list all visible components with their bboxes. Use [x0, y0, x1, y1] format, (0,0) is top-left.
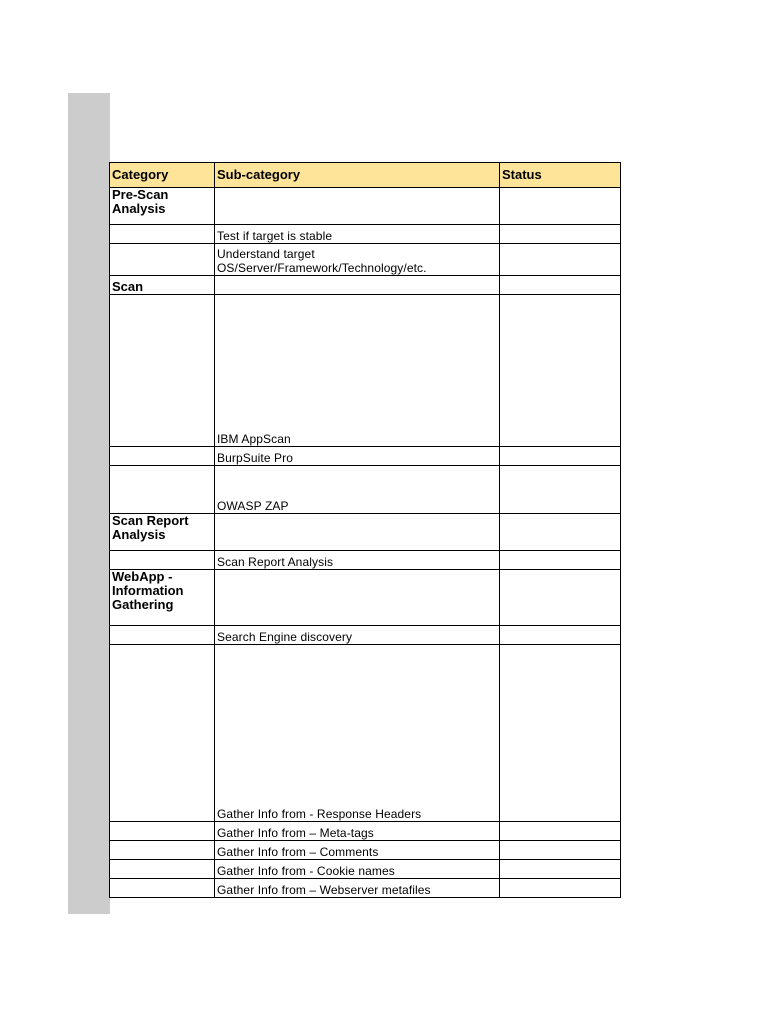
subcategory-cell[interactable]: Gather Info from – Comments: [215, 841, 500, 860]
status-cell[interactable]: [500, 879, 621, 898]
status-cell[interactable]: [500, 514, 621, 551]
status-cell[interactable]: [500, 295, 621, 447]
status-cell[interactable]: [500, 466, 621, 514]
table-row: [110, 822, 621, 841]
subcategory-cell[interactable]: [215, 276, 500, 295]
table-row: [110, 225, 621, 244]
status-cell[interactable]: [500, 244, 621, 276]
table-row: [110, 626, 621, 645]
table-row: [110, 276, 621, 295]
status-cell[interactable]: [500, 225, 621, 244]
category-cell[interactable]: [110, 225, 215, 244]
category-cell[interactable]: [110, 626, 215, 645]
subcategory-cell[interactable]: [215, 188, 500, 225]
status-cell[interactable]: [500, 447, 621, 466]
category-cell[interactable]: [110, 466, 215, 514]
table-row: [110, 841, 621, 860]
status-cell[interactable]: [500, 841, 621, 860]
status-cell[interactable]: [500, 276, 621, 295]
category-cell[interactable]: [110, 447, 215, 466]
category-cell[interactable]: Pre-Scan Analysis: [110, 188, 215, 225]
checklist-table: [109, 162, 621, 898]
sheet-side-margin: [68, 93, 110, 914]
status-cell[interactable]: [500, 570, 621, 626]
category-cell[interactable]: Scan: [110, 276, 215, 295]
table-row: [110, 466, 621, 514]
subcategory-cell[interactable]: IBM AppScan: [215, 295, 500, 447]
category-cell[interactable]: Scan Report Analysis: [110, 514, 215, 551]
status-cell[interactable]: [500, 860, 621, 879]
category-cell[interactable]: [110, 841, 215, 860]
category-cell[interactable]: [110, 295, 215, 447]
table-row: [110, 860, 621, 879]
status-cell[interactable]: [500, 626, 621, 645]
table-header-row: [110, 163, 621, 188]
subcategory-cell[interactable]: Understand target OS/Server/Framework/Technology/etc.: [215, 244, 500, 276]
table-row: [110, 244, 621, 276]
header-subcategory[interactable]: Sub-category: [215, 163, 500, 188]
status-cell[interactable]: [500, 188, 621, 225]
table-row: [110, 188, 621, 225]
subcategory-cell[interactable]: Gather Info from – Meta-tags: [215, 822, 500, 841]
subcategory-cell[interactable]: [215, 514, 500, 551]
category-cell[interactable]: [110, 879, 215, 898]
status-cell[interactable]: [500, 551, 621, 570]
subcategory-cell[interactable]: Test if target is stable: [215, 225, 500, 244]
status-cell[interactable]: [500, 822, 621, 841]
status-cell[interactable]: [500, 645, 621, 822]
header-status[interactable]: Status: [500, 163, 621, 188]
subcategory-cell[interactable]: OWASP ZAP: [215, 466, 500, 514]
table-row: [110, 570, 621, 626]
subcategory-cell[interactable]: BurpSuite Pro: [215, 447, 500, 466]
table-row: [110, 551, 621, 570]
subcategory-cell[interactable]: Search Engine discovery: [215, 626, 500, 645]
category-cell[interactable]: [110, 822, 215, 841]
table-row: [110, 295, 621, 447]
category-cell[interactable]: [110, 551, 215, 570]
table-row: [110, 645, 621, 822]
header-category[interactable]: Category: [110, 163, 215, 188]
subcategory-cell[interactable]: Gather Info from - Cookie names: [215, 860, 500, 879]
category-cell[interactable]: [110, 645, 215, 822]
subcategory-cell[interactable]: [215, 570, 500, 626]
table-row: [110, 447, 621, 466]
category-cell[interactable]: [110, 860, 215, 879]
category-cell[interactable]: [110, 244, 215, 276]
table-row: [110, 879, 621, 898]
subcategory-cell[interactable]: Gather Info from – Webserver metafiles: [215, 879, 500, 898]
subcategory-cell[interactable]: Gather Info from - Response Headers: [215, 645, 500, 822]
table-row: [110, 514, 621, 551]
category-cell[interactable]: WebApp - Information Gathering: [110, 570, 215, 626]
subcategory-cell[interactable]: Scan Report Analysis: [215, 551, 500, 570]
